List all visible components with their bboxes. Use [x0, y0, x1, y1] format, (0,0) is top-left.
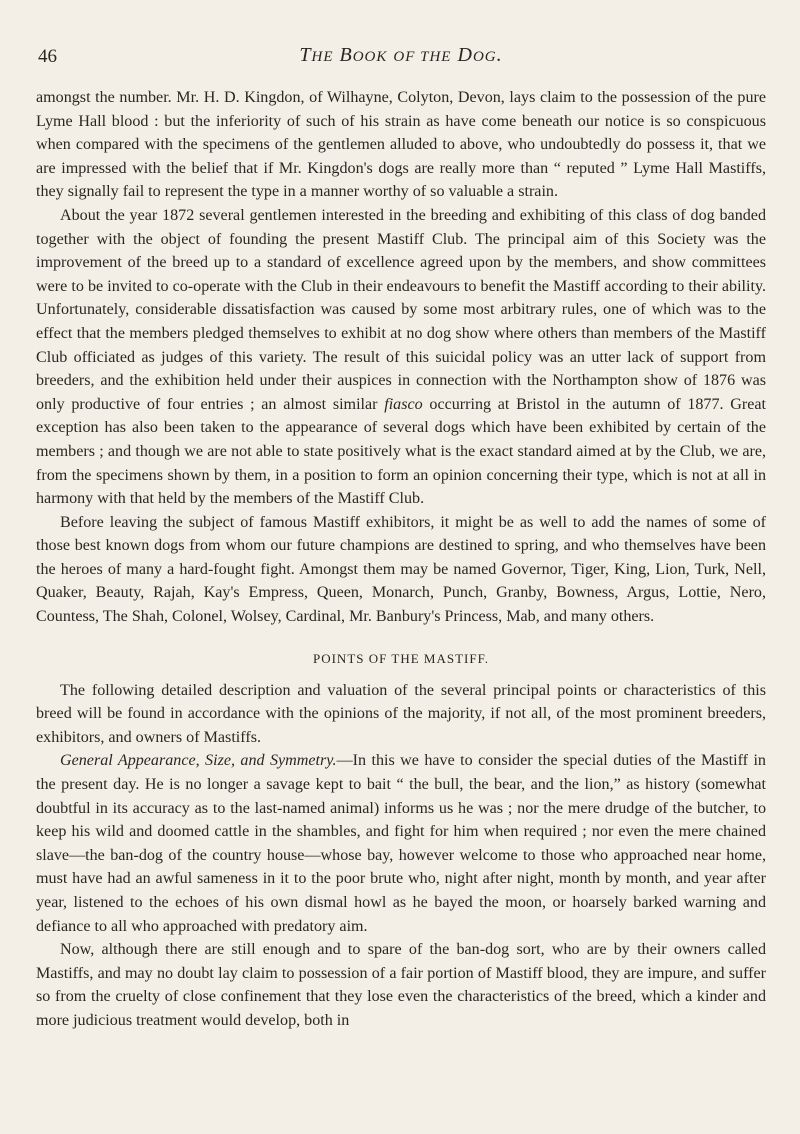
- paragraph: The following detailed description and valuation of the several principal points or characteristics of this breed will be found in accordance with the opinions of the majority, if not all, of the most prominent breeders, exhibitors, and owners of Mastiffs.: [36, 681, 766, 746]
- page-header: [36, 44, 766, 72]
- paragraph: General Appearance, Size, and Symmetry.—In this we have to consider the special duties of the Mastiff in the present day. He is no longer a savage kept to bait “ the bull, the bear, and the lion,” as history (somewhat doubtful in its accuracy as to the last-named animal) informs us he was ; nor the mere drudge of the butcher, to keep his wild and doomed cattle in the shambles, and fight for him when required ; nor even the mere chained slave—the ban-dog of the country house—whose bay, however welcome to those who approached near home, must have had an awful sameness in it to the poor brute who, night after night, month by month, and year after year, listened to the echoes of his own dismal howl as he bayed the moon, or hoarsely barked warning and defiance to all who approached with predatory aim.: [36, 752, 766, 935]
- paragraph: Now, although there are still enough and to spare of the ban-dog sort, who are by their owners called Mastiffs, and may no doubt lay claim to possession of a fair portion of Mastiff blood, they are impure, and suffer so from the cruelty of close confinement that they lose even the characteristics of the breed, which a kinder and more judicious treatment would develop, both in: [36, 941, 766, 1029]
- paragraph: Before leaving the subject of famous Mastiff exhibitors, it might be as well to add the names of some of those best known dogs from whom our future champions are destined to spring, and who themselves have been the heroes of many a hard-fought fight. Amongst them may be named Governor, Tiger, King, Lion, Turk, Nell, Quaker, Beauty, Rajah, Kay's Empress, Queen, Monarch, Punch, Granby, Bowness, Argus, Lottie, Nero, Countess, The Shah, Colonel, Wolsey, Cardinal, Mr. Banbury's Princess, Mab, and many others.: [36, 513, 766, 626]
- page-number: 46: [38, 46, 57, 67]
- section-heading: POINTS OF THE MASTIFF.: [312, 650, 490, 666]
- paragraph: amongst the number. Mr. H. D. Kingdon, of Wilhayne, Colyton, Devon, lays claim to the possession of the pure Lyme Hall blood : but the inferiority of such of his strain as have come beneath our notice is so conspicuous when compared with the specimens of the gentlemen alluded to above, who undoubtedly do possess it, that we are impressed with the belief that if Mr. Kingdon's dogs are really more than “ reputed ” Lyme Hall Mastiffs, they signally fail to represent the type in a manner worthy of so valuable a strain.: [36, 89, 766, 201]
- paragraph: About the year 1872 several gentlemen interested in the breeding and exhibiting of this class of dog banded together with the object of founding the present Mastiff Club. The principal aim of this Society was the improvement of the breed up to a standard of excellence agreed upon by the members, and show committees were to be invited to co-operate with the Club in their endeavours to benefit the Mastiff according to their ability. Unfortunately, considerable dissatisfaction was caused by some most arbitrary rules, one of which was to the effect that the members pledged themselves to exhibit at no dog show where others than members of the Mastiff Club officiated as judges of this variety. The result of this suicidal policy was an utter lack of support from breeders, and the exhibition held under their auspices in connection with the Northampton show of 1876 was only productive of four entries ; an almost similar fiasco occurring at Bristol in the autumn of 1877. Great exception has also been taken to the appearance of several dogs which have been exhibited by certain of the members ; and though we are not able to state positively what is the exact standard aimed at by the Club, we are, from the specimens shown by them, in a position to form an opinion concerning their type, which is not at all in harmony with that held by the members of the Mastiff Club.: [36, 206, 766, 508]
- book-page: [36, 44, 766, 1033]
- running-title: THE BOOK OF THE DOG.: [299, 44, 503, 66]
- body-text: [36, 86, 766, 1033]
